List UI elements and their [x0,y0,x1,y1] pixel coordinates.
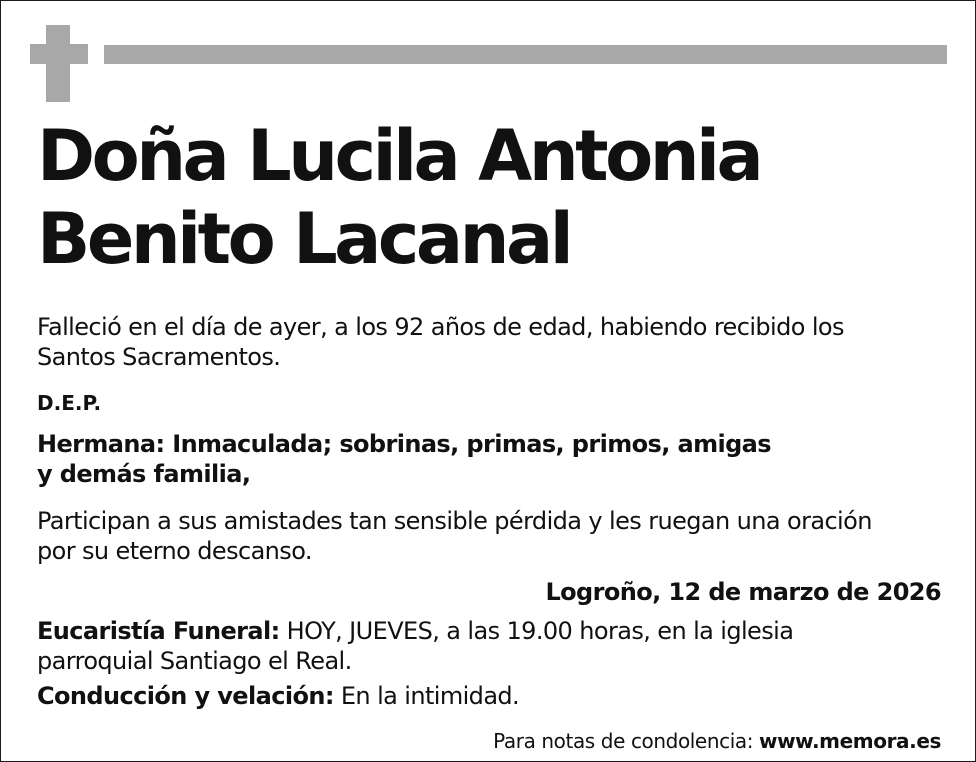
conduct-details-line [37,681,519,711]
condolence-prefix: Para notas de condolencia: [493,729,760,753]
deceased-name [37,115,760,281]
family-list-line-2: y demás familia, [37,460,251,488]
funeral-details-line-1 [37,616,793,646]
conduct-text: En la intimidad. [333,682,520,710]
condolence-footer [493,728,941,754]
death-statement-line-1: Falleció en el día de ayer, a los 92 años de edad, habiendo recibido los [37,313,844,341]
death-statement-line-2: Santos Sacramentos. [37,343,281,371]
family-list-line-1: Hermana: Inmaculada; sobrinas, primas, primos, amigas [37,430,771,458]
deceased-name-line-2: Benito Lacanal [37,198,571,280]
conduct-details [37,681,519,711]
funeral-details-line-2: parroquial Santiago el Real. [37,647,352,675]
dep-abbreviation: D.E.P. [37,391,102,415]
place-and-date: Logroño, 12 de marzo de 2026 [545,578,941,606]
conduct-label: Conducción y velación: [37,682,334,710]
deceased-name-line-1: Doña Lucila Antonia [37,115,761,197]
announcement-line-1: Participan a sus amistades tan sensible pérdida y les ruegan una oración [37,507,872,535]
family-list [37,429,771,489]
funeral-details [37,616,793,676]
funeral-text: HOY, JUEVES, a las 19.00 horas, en la iglesia [279,617,794,645]
condolence-url-link[interactable]: www.memora.es [759,729,941,753]
funeral-label: Eucaristía Funeral: [37,617,280,645]
announcement-line-2: por su eterno descanso. [37,537,312,565]
cross-horizontal-bar [30,44,88,64]
death-statement [37,312,844,372]
announcement [37,506,872,566]
header-rule [104,45,947,64]
